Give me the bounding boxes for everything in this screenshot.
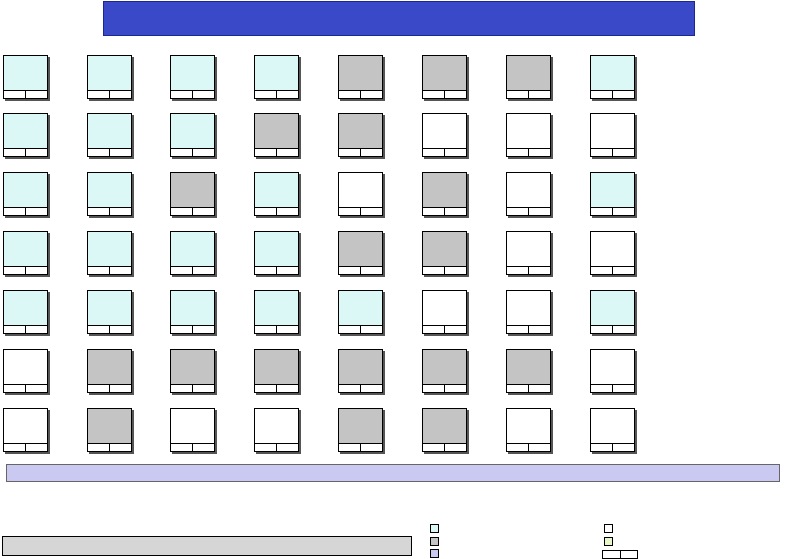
legend-swatch-espo xyxy=(604,524,613,533)
course-ch xyxy=(507,267,528,274)
course-cr xyxy=(444,267,466,274)
course-cr xyxy=(360,149,382,156)
course-ch xyxy=(4,385,25,392)
course-labcontrole xyxy=(506,55,551,99)
course-name xyxy=(339,409,382,443)
course-maqelet xyxy=(506,172,551,216)
course-cr xyxy=(25,208,47,215)
course-cr xyxy=(444,385,466,392)
course-cr xyxy=(528,208,550,215)
course-ch-cr xyxy=(423,207,466,215)
course-ch-cr xyxy=(507,325,550,333)
course-name xyxy=(339,232,382,266)
course-cr xyxy=(360,326,382,333)
course-ch-cr xyxy=(4,384,47,392)
course-cr xyxy=(109,385,131,392)
course-cr xyxy=(612,208,634,215)
course-ch-cr xyxy=(591,207,634,215)
course-ch xyxy=(339,326,360,333)
course-eletpot xyxy=(506,113,551,157)
course-ch xyxy=(507,385,528,392)
course-princom xyxy=(506,290,551,334)
legend-ch-cr xyxy=(602,550,642,559)
course-ch xyxy=(171,208,192,215)
course-lingprog xyxy=(87,349,132,393)
course-ch xyxy=(507,208,528,215)
course-name xyxy=(255,56,298,90)
course-name xyxy=(4,114,47,148)
course-cr xyxy=(109,326,131,333)
course-ch xyxy=(507,149,528,156)
course-name xyxy=(4,291,47,325)
course-ch-cr xyxy=(507,266,550,274)
course-eletr1 xyxy=(338,113,383,157)
course-ch-cr xyxy=(88,148,131,156)
course-probest xyxy=(338,290,383,334)
course-controle1 xyxy=(422,55,467,99)
course-ch xyxy=(4,208,25,215)
course-ch xyxy=(507,326,528,333)
course-labcircdig xyxy=(170,349,215,393)
course-name xyxy=(171,114,214,148)
course-name xyxy=(171,232,214,266)
course-cr xyxy=(25,444,47,451)
course-labcircelet xyxy=(338,231,383,275)
course-ch xyxy=(423,326,444,333)
course-ch xyxy=(255,444,276,451)
course-ch xyxy=(255,385,276,392)
course-ch-cr xyxy=(423,384,466,392)
course-ch-cr xyxy=(171,325,214,333)
course-ch-cr xyxy=(507,384,550,392)
course-ch xyxy=(339,149,360,156)
course-introprog xyxy=(3,349,48,393)
course-ch xyxy=(88,91,109,98)
course-ch-cr xyxy=(88,325,131,333)
course-admin xyxy=(590,172,635,216)
course-labmaq xyxy=(590,349,635,393)
course-name xyxy=(423,409,466,443)
course-ch-cr xyxy=(88,384,131,392)
course-name xyxy=(255,232,298,266)
course-cr xyxy=(360,444,382,451)
course-ch xyxy=(171,326,192,333)
course-ch xyxy=(88,267,109,274)
course-introeng xyxy=(3,408,48,452)
course-ch xyxy=(591,444,612,451)
course-name xyxy=(255,173,298,207)
course-ch xyxy=(423,208,444,215)
course-labeletr1 xyxy=(422,231,467,275)
legend-prof xyxy=(430,537,444,546)
course-cr xyxy=(360,385,382,392)
legend-espo xyxy=(604,524,618,533)
course-name xyxy=(4,350,47,384)
course-ch-cr xyxy=(88,266,131,274)
course-tecmat xyxy=(254,349,299,393)
course-ch xyxy=(4,91,25,98)
course-cr xyxy=(612,91,634,98)
legend-swatch-basic xyxy=(430,524,439,533)
course-name xyxy=(591,114,634,148)
course-name xyxy=(507,173,550,207)
course-ch xyxy=(255,326,276,333)
course-name xyxy=(423,114,466,148)
course-name xyxy=(423,291,466,325)
course-cr xyxy=(276,208,298,215)
course-ch-cr xyxy=(591,384,634,392)
course-ch xyxy=(591,91,612,98)
course-metod xyxy=(3,172,48,216)
course-matapl xyxy=(254,55,299,99)
course-ch-cr xyxy=(4,90,47,98)
course-ch-cr xyxy=(88,443,131,451)
course-ch-cr xyxy=(88,207,131,215)
course-calcvet xyxy=(3,113,48,157)
course-ch-cr xyxy=(591,266,634,274)
course-cr xyxy=(360,267,382,274)
course-ch-cr xyxy=(591,90,634,98)
course-labeletpot xyxy=(590,113,635,157)
course-algebra xyxy=(87,113,132,157)
course-cr xyxy=(192,326,214,333)
course-ch-cr xyxy=(591,443,634,451)
course-ch xyxy=(171,385,192,392)
course-ch-cr xyxy=(339,443,382,451)
course-cr xyxy=(25,267,47,274)
course-name xyxy=(4,173,47,207)
course-cr xyxy=(360,91,382,98)
course-name xyxy=(507,56,550,90)
course-name xyxy=(88,350,131,384)
course-quimica xyxy=(3,290,48,334)
course-ch-cr xyxy=(255,207,298,215)
course-name xyxy=(591,232,634,266)
course-ch xyxy=(591,267,612,274)
course-calc2 xyxy=(87,55,132,99)
course-calc3 xyxy=(170,55,215,99)
course-name xyxy=(88,56,131,90)
course-ch xyxy=(423,91,444,98)
course-name xyxy=(339,56,382,90)
course-ch xyxy=(255,208,276,215)
course-cr xyxy=(109,91,131,98)
course-ch xyxy=(591,326,612,333)
course-procest xyxy=(422,290,467,334)
course-mecsol xyxy=(170,290,215,334)
course-cr xyxy=(528,267,550,274)
course-cr xyxy=(612,385,634,392)
course-eletmag xyxy=(170,113,215,157)
course-ch-cr xyxy=(507,90,550,98)
course-ch xyxy=(423,267,444,274)
course-name xyxy=(4,232,47,266)
course-ch xyxy=(171,267,192,274)
course-ch xyxy=(339,385,360,392)
course-cr xyxy=(612,444,634,451)
course-cr xyxy=(528,149,550,156)
course-name xyxy=(339,114,382,148)
course-cr xyxy=(444,444,466,451)
course-name xyxy=(591,350,634,384)
course-name xyxy=(339,291,382,325)
course-name xyxy=(171,56,214,90)
course-ch-cr xyxy=(339,148,382,156)
course-name xyxy=(591,409,634,443)
course-ch xyxy=(88,326,109,333)
course-name xyxy=(88,232,131,266)
course-ch-cr xyxy=(339,384,382,392)
course-cr xyxy=(192,91,214,98)
course-ch xyxy=(88,208,109,215)
course-ch-cr xyxy=(4,443,47,451)
course-ch-cr xyxy=(339,90,382,98)
course-ch xyxy=(4,326,25,333)
course-sistener xyxy=(590,231,635,275)
course-ch-cr xyxy=(591,325,634,333)
course-relacoes xyxy=(590,55,635,99)
course-ch-cr xyxy=(171,207,214,215)
course-ch-cr xyxy=(339,266,382,274)
course-ch-cr xyxy=(255,148,298,156)
course-cr xyxy=(276,267,298,274)
course-cr xyxy=(276,91,298,98)
course-cr xyxy=(192,149,214,156)
course-ch xyxy=(4,444,25,451)
course-ch-cr xyxy=(423,443,466,451)
course-ch xyxy=(339,91,360,98)
course-cr xyxy=(192,444,214,451)
course-ch-cr xyxy=(171,443,214,451)
course-labmat xyxy=(338,408,383,452)
course-cr xyxy=(612,326,634,333)
legend-swatch-espe xyxy=(604,537,613,546)
course-name xyxy=(591,173,634,207)
course-cr xyxy=(276,149,298,156)
course-ch-cr xyxy=(171,266,214,274)
course-ch xyxy=(171,444,192,451)
legend-swatch-prof xyxy=(430,537,439,546)
course-ch xyxy=(339,444,360,451)
course-name xyxy=(255,409,298,443)
course-cr xyxy=(25,385,47,392)
course-ch-cr xyxy=(507,443,550,451)
course-labdisp xyxy=(506,349,551,393)
course-introarq xyxy=(170,408,215,452)
course-name xyxy=(88,114,131,148)
course-ch-cr xyxy=(88,90,131,98)
course-ch xyxy=(4,149,25,156)
course-ch-cr xyxy=(255,443,298,451)
course-ch xyxy=(423,385,444,392)
course-name xyxy=(88,291,131,325)
course-labondas xyxy=(422,349,467,393)
course-ch xyxy=(423,149,444,156)
student-form xyxy=(2,536,412,556)
course-ch xyxy=(255,149,276,156)
course-ch xyxy=(255,267,276,274)
course-name xyxy=(4,409,47,443)
course-ch xyxy=(171,91,192,98)
course-ondas xyxy=(338,349,383,393)
course-labeletr2 xyxy=(506,231,551,275)
course-cr xyxy=(109,444,131,451)
course-ch xyxy=(591,385,612,392)
course-cr xyxy=(25,326,47,333)
course-ch-cr xyxy=(423,266,466,274)
course-cr xyxy=(444,208,466,215)
course-ch xyxy=(339,267,360,274)
course-circelet xyxy=(254,113,299,157)
course-ch-cr xyxy=(4,325,47,333)
activities-bar xyxy=(6,464,780,482)
course-cr xyxy=(612,267,634,274)
course-ch-cr xyxy=(423,148,466,156)
course-name xyxy=(255,350,298,384)
course-cr xyxy=(192,385,214,392)
course-fenom xyxy=(254,290,299,334)
course-cr xyxy=(25,91,47,98)
course-name xyxy=(88,409,131,443)
course-cr xyxy=(192,208,214,215)
course-name xyxy=(507,114,550,148)
course-cr xyxy=(192,267,214,274)
course-ch xyxy=(171,149,192,156)
course-otica xyxy=(254,172,299,216)
course-ch xyxy=(507,91,528,98)
course-cr xyxy=(528,91,550,98)
course-ch-cr xyxy=(423,325,466,333)
course-eletr2 xyxy=(422,113,467,157)
course-desenho xyxy=(3,231,48,275)
course-cr xyxy=(528,385,550,392)
course-cr xyxy=(444,326,466,333)
course-ch xyxy=(4,267,25,274)
course-name xyxy=(171,409,214,443)
course-ch xyxy=(255,91,276,98)
course-ch-cr xyxy=(4,207,47,215)
course-name xyxy=(591,291,634,325)
course-ch xyxy=(88,149,109,156)
course-ch-cr xyxy=(4,266,47,274)
course-ch xyxy=(88,385,109,392)
course-fisgeral xyxy=(87,172,132,216)
course-ch xyxy=(507,444,528,451)
course-fisexp1 xyxy=(170,231,215,275)
course-name xyxy=(171,350,214,384)
course-cr xyxy=(444,149,466,156)
course-metnum xyxy=(422,172,467,216)
course-name xyxy=(255,291,298,325)
course-cr xyxy=(360,208,382,215)
course-name xyxy=(4,56,47,90)
course-ch-cr xyxy=(171,148,214,156)
course-ch-cr xyxy=(255,90,298,98)
course-labinst xyxy=(590,408,635,452)
course-cr xyxy=(109,267,131,274)
legend-ch-box xyxy=(602,550,638,559)
course-ch-cr xyxy=(339,207,382,215)
legend-ativ xyxy=(430,549,444,558)
course-cr xyxy=(109,149,131,156)
course-economia xyxy=(590,290,635,334)
course-cr xyxy=(25,149,47,156)
legend-espe xyxy=(604,537,618,546)
course-cr xyxy=(276,326,298,333)
course-calc1 xyxy=(3,55,48,99)
course-name xyxy=(171,291,214,325)
course-ch-cr xyxy=(255,325,298,333)
course-ch-cr xyxy=(171,384,214,392)
course-sinais xyxy=(338,55,383,99)
course-name xyxy=(591,56,634,90)
course-name xyxy=(339,173,382,207)
course-name xyxy=(423,232,466,266)
course-ch-cr xyxy=(339,325,382,333)
course-ch-cr xyxy=(255,266,298,274)
course-ch xyxy=(88,444,109,451)
course-ch xyxy=(591,149,612,156)
course-cr xyxy=(528,444,550,451)
course-dispeletro xyxy=(422,408,467,452)
course-cr xyxy=(444,91,466,98)
course-redacao xyxy=(87,231,132,275)
course-name xyxy=(171,173,214,207)
course-name xyxy=(423,350,466,384)
course-name xyxy=(423,173,466,207)
course-instalac xyxy=(506,408,551,452)
course-name xyxy=(423,56,466,90)
course-name xyxy=(507,291,550,325)
course-circdig xyxy=(87,408,132,452)
course-ch-cr xyxy=(507,207,550,215)
course-ch xyxy=(591,208,612,215)
course-ch xyxy=(339,208,360,215)
course-ch-cr xyxy=(507,148,550,156)
legend-basic xyxy=(430,524,444,533)
course-cr xyxy=(276,444,298,451)
course-cr xyxy=(528,326,550,333)
course-ecologia xyxy=(87,290,132,334)
course-cr xyxy=(612,149,634,156)
course-ch-cr xyxy=(591,148,634,156)
course-name xyxy=(507,409,550,443)
course-cr xyxy=(109,208,131,215)
course-ch-cr xyxy=(255,384,298,392)
course-circpoli xyxy=(338,172,383,216)
course-labapl xyxy=(254,408,299,452)
course-ch-cr xyxy=(171,90,214,98)
course-name xyxy=(507,232,550,266)
course-name xyxy=(88,173,131,207)
course-ch xyxy=(423,444,444,451)
course-name xyxy=(339,350,382,384)
course-cr xyxy=(276,385,298,392)
course-fisexp2 xyxy=(254,231,299,275)
course-ch-cr xyxy=(423,90,466,98)
legend-swatch-ativ xyxy=(430,549,439,558)
course-calcnum xyxy=(170,172,215,216)
course-ch-cr xyxy=(4,148,47,156)
course-name xyxy=(507,350,550,384)
course-name xyxy=(255,114,298,148)
